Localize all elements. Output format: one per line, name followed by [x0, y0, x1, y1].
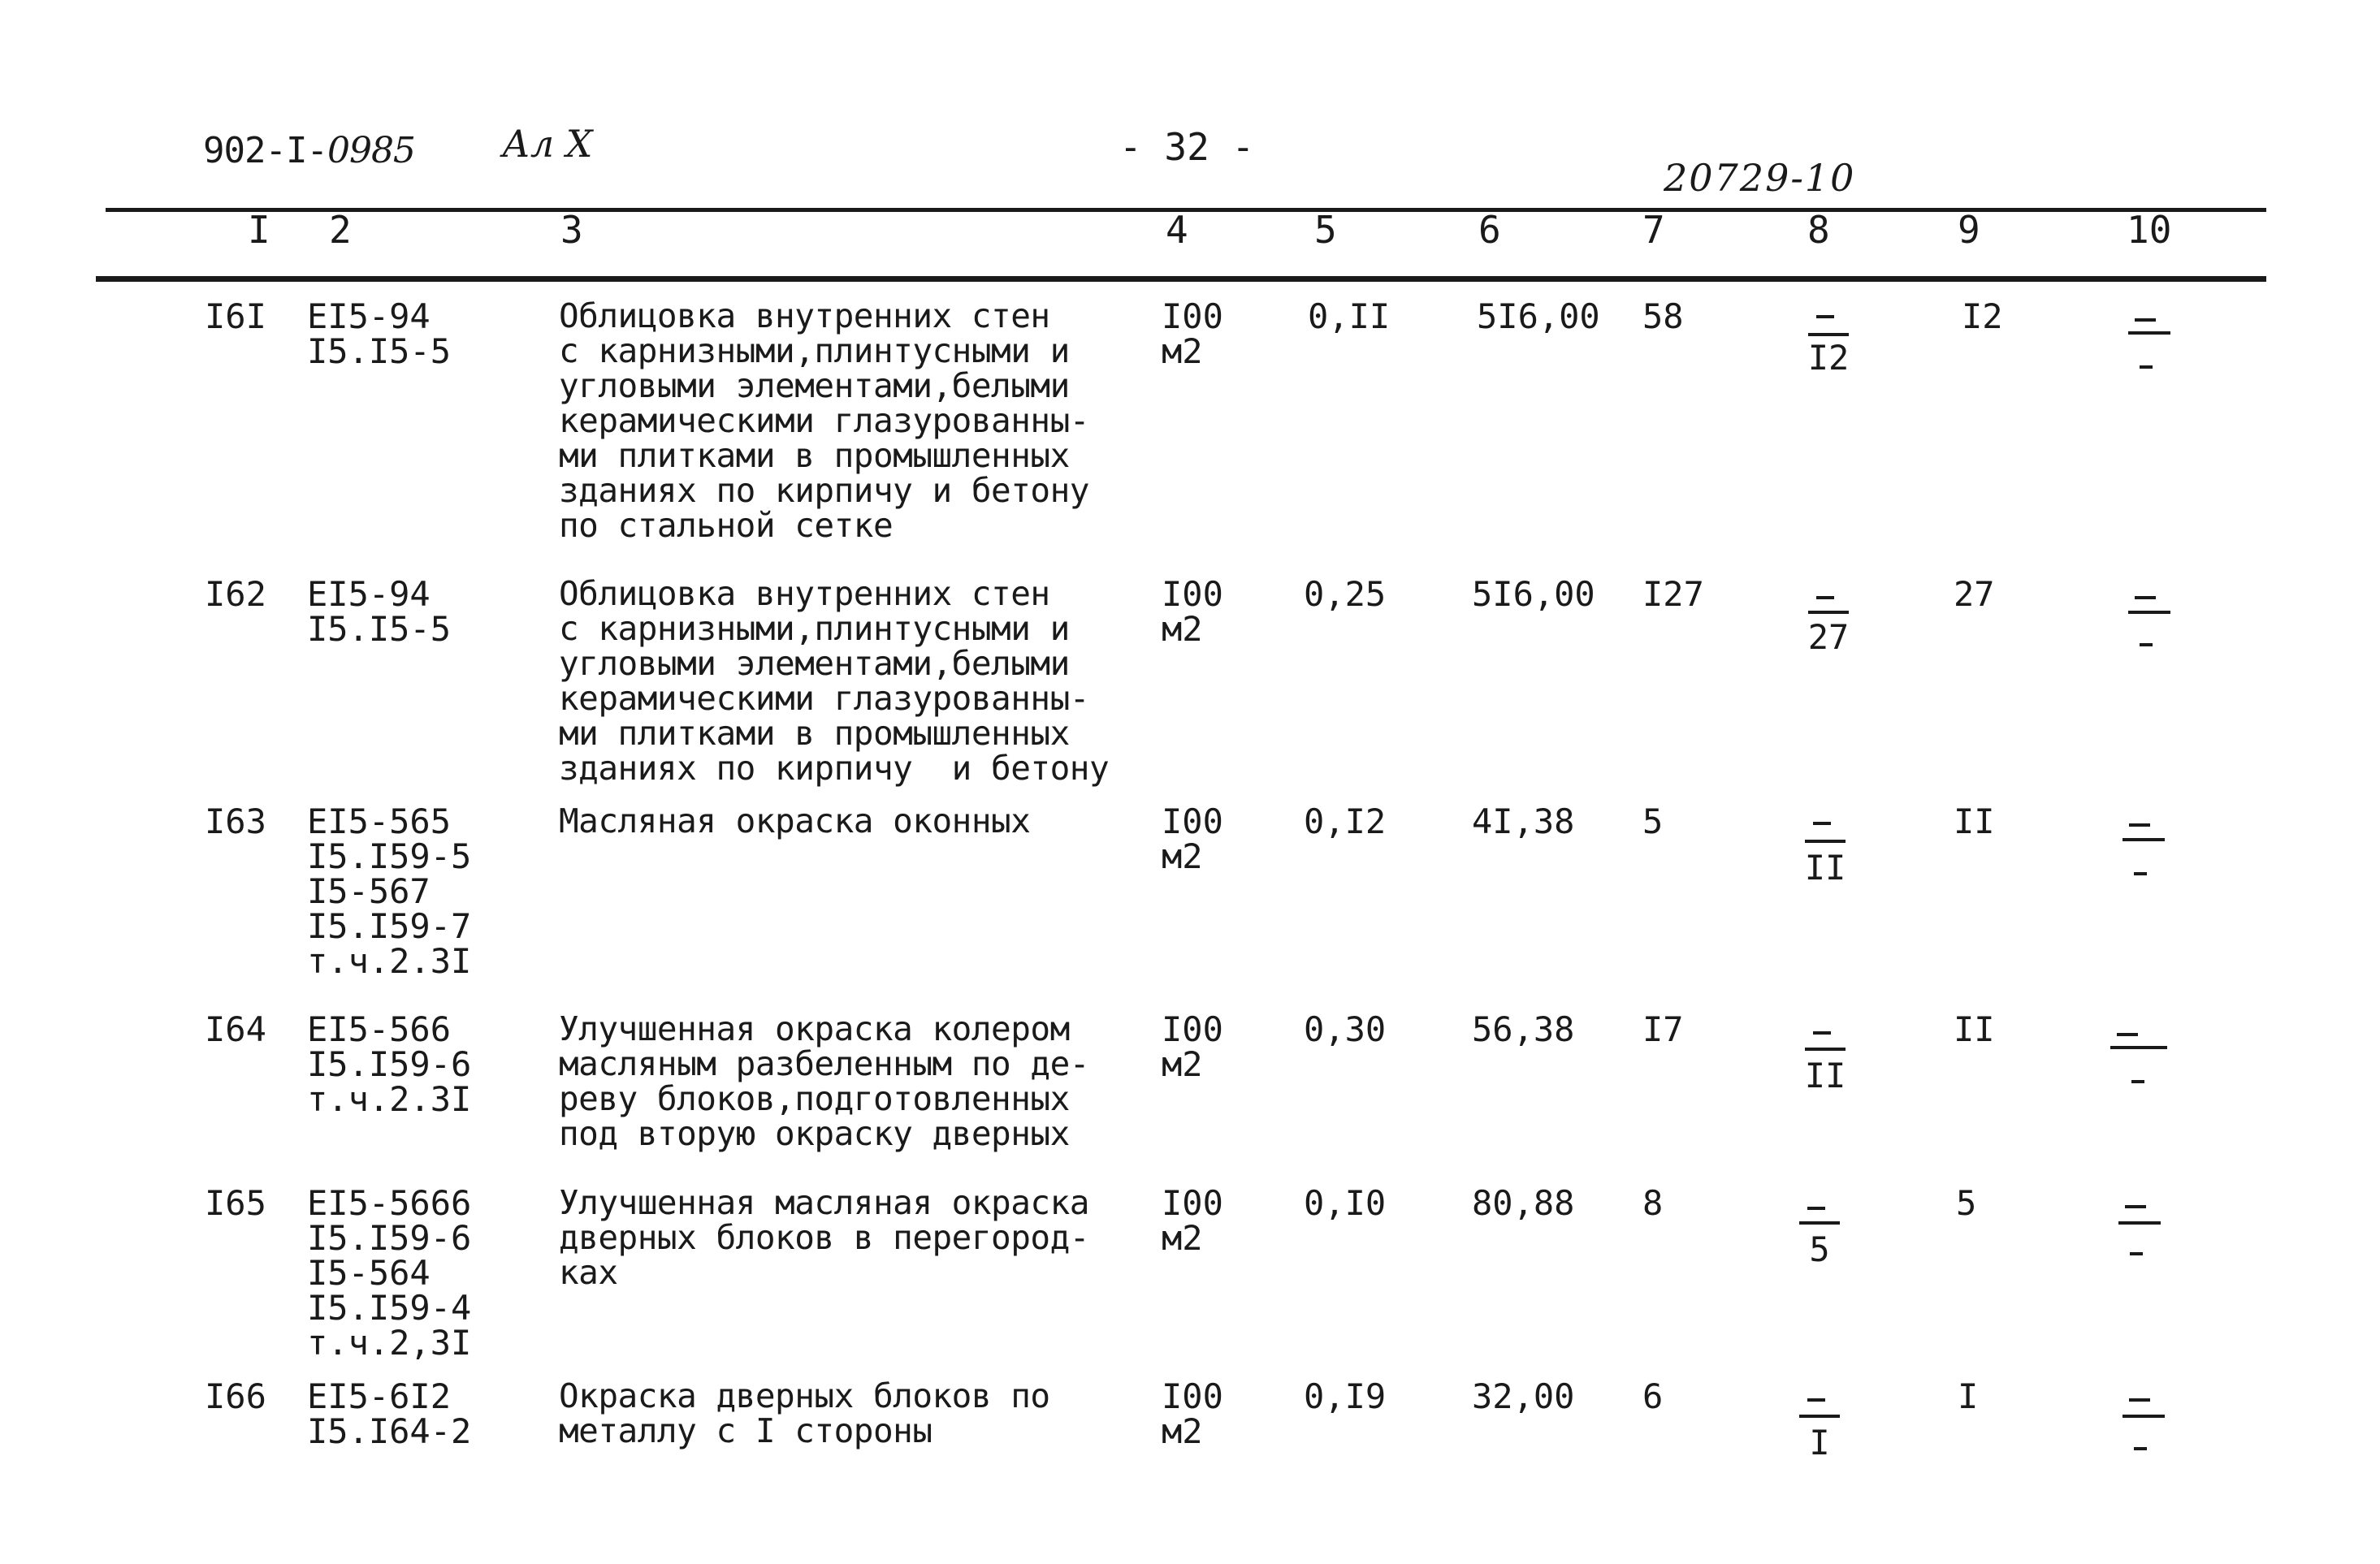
fraction-numerator-dash [2117, 1033, 2138, 1036]
row-unit: I00 м2 [1162, 1376, 1223, 1451]
row-total: 58 [1642, 296, 1684, 336]
fraction-denominator-dash [2131, 1080, 2144, 1083]
fraction-denominator-dash [2134, 1447, 2147, 1450]
row-col9: 5 [1956, 1183, 1977, 1223]
row-quantity: 0,25 [1304, 574, 1387, 614]
fraction-bar [2128, 331, 2170, 335]
row-description: Облицовка внутренних стен с карнизными,плинтусными и угловыми элементами,белыми керамическими глазурованны- ми плитками в промышленных зданиях по кирпичу и бетону [559, 574, 1110, 788]
row-unit-price: 32,00 [1472, 1376, 1575, 1416]
row-fraction-col10 [2122, 307, 2179, 388]
column-number-3: 3 [560, 208, 583, 252]
fraction-bar [2128, 611, 2170, 614]
row-fraction-col10 [2116, 812, 2173, 893]
row-number: I6I [205, 296, 266, 336]
column-number-1: I [248, 208, 270, 252]
fraction-numerator-dash [2125, 1205, 2146, 1208]
row-col9: II [1954, 1009, 1995, 1049]
row-number: I66 [205, 1376, 266, 1416]
row-unit-price: 56,38 [1472, 1009, 1575, 1049]
fraction-denominator: 27 [1807, 617, 1850, 657]
row-quantity: 0,I0 [1304, 1183, 1387, 1223]
row-codes: EI5-566 I5.I59-6 т.ч.2.3I [307, 1009, 472, 1119]
fraction-numerator-dash [2129, 823, 2150, 827]
fraction-bar [2123, 838, 2165, 841]
document-code-suffix: 0985 [327, 130, 415, 171]
row-unit-price: 4I,38 [1472, 801, 1575, 841]
document-code-prefix: 902-I- [203, 130, 327, 171]
fraction-denominator: I2 [1807, 338, 1850, 378]
row-col9: I [1958, 1376, 1979, 1416]
row-codes: EI5-94 I5.I5-5 [307, 574, 452, 649]
row-quantity: 0,30 [1304, 1009, 1387, 1049]
row-fraction-col8 [1800, 307, 1857, 388]
table-header-rule [96, 276, 2266, 282]
row-number: I65 [205, 1183, 266, 1223]
row-quantity: 0,I2 [1304, 801, 1387, 841]
row-quantity: 0,I9 [1304, 1376, 1387, 1416]
row-unit: I00 м2 [1162, 296, 1223, 371]
row-description: Облицовка внутренних стен с карнизными,плинтусными и угловыми элементами,белыми керамическими глазурованны- ми плитками в промышленных зданиях по кирпичу и бетону по стальной сетке [559, 296, 1089, 545]
row-total: 5 [1642, 801, 1664, 841]
album-mark: Ал X [502, 122, 593, 166]
row-description: Окраска дверных блоков по металлу с I стороны [559, 1376, 1050, 1450]
row-number: I63 [205, 801, 266, 841]
document-code [203, 130, 415, 171]
page-number: - 32 - [1119, 125, 1255, 169]
inventory-number: 20729-10 [1664, 156, 1856, 200]
row-unit: I00 м2 [1162, 574, 1223, 649]
column-number-5: 5 [1314, 208, 1337, 252]
row-unit-price: 5I6,00 [1472, 574, 1595, 614]
fraction-numerator-dash [1813, 822, 1831, 825]
fraction-numerator-dash [2129, 1398, 2150, 1402]
row-codes: EI5-94 I5.I5-5 [307, 296, 452, 371]
column-number-10: 10 [2127, 208, 2172, 252]
row-fraction-col8 [1791, 1387, 1848, 1468]
row-description: Улучшенная масляная окраска дверных блоков в перегород- ках [559, 1183, 1089, 1292]
fraction-numerator-dash [2135, 596, 2156, 599]
column-number-8: 8 [1807, 208, 1830, 252]
fraction-numerator-dash [2135, 318, 2156, 322]
row-total: 6 [1642, 1376, 1664, 1416]
row-fraction-col8 [1791, 1194, 1848, 1275]
fraction-denominator-dash [2130, 1252, 2143, 1255]
row-col9: II [1954, 801, 1995, 841]
row-number: I64 [205, 1009, 266, 1049]
fraction-denominator-dash [2140, 643, 2153, 646]
fraction-denominator: I [1809, 1423, 1830, 1462]
fraction-bar [2123, 1415, 2165, 1418]
row-unit-price: 80,88 [1472, 1183, 1575, 1223]
row-unit-price: 5I6,00 [1477, 296, 1600, 336]
fraction-bar [1808, 333, 1849, 336]
fraction-bar [1799, 1221, 1840, 1225]
row-col9: I2 [1962, 296, 2003, 336]
row-fraction-col10 [2116, 1387, 2173, 1468]
row-number: I62 [205, 574, 266, 614]
row-fraction-col8 [1797, 1020, 1854, 1101]
row-fraction-col10 [2104, 1020, 2161, 1101]
column-number-7: 7 [1642, 208, 1665, 252]
row-fraction-col8 [1797, 812, 1854, 893]
fraction-bar [1805, 1048, 1846, 1051]
fraction-numerator-dash [1807, 1398, 1825, 1402]
fraction-bar [2118, 1221, 2161, 1225]
fraction-denominator: II [1804, 848, 1846, 888]
fraction-denominator: 5 [1809, 1229, 1830, 1269]
row-fraction-col8 [1800, 585, 1857, 666]
fraction-bar [1799, 1415, 1840, 1418]
fraction-numerator-dash [1816, 596, 1834, 599]
row-codes: EI5-5666 I5.I59-6 I5-564 I5.I59-4 т.ч.2,3I [307, 1183, 472, 1363]
fraction-denominator-dash [2134, 872, 2147, 875]
column-number-4: 4 [1166, 208, 1188, 252]
row-col9: 27 [1954, 574, 1995, 614]
row-total: I27 [1642, 574, 1704, 614]
row-description: Масляная окраска оконных [559, 801, 1031, 840]
row-unit: I00 м2 [1162, 1009, 1223, 1084]
row-unit: I00 м2 [1162, 1183, 1223, 1258]
row-unit: I00 м2 [1162, 801, 1223, 876]
row-codes: EI5-565 I5.I59-5 I5-567 I5.I59-7 т.ч.2.3I [307, 801, 472, 981]
fraction-denominator: II [1804, 1056, 1846, 1095]
column-number-9: 9 [1958, 208, 1980, 252]
column-number-2: 2 [329, 208, 352, 252]
fraction-bar [1808, 611, 1849, 614]
row-quantity: 0,II [1308, 296, 1391, 336]
fraction-bar [2110, 1046, 2167, 1049]
row-codes: EI5-6I2 I5.I64-2 [307, 1376, 472, 1451]
fraction-numerator-dash [1816, 315, 1834, 318]
column-number-6: 6 [1478, 208, 1501, 252]
row-fraction-col10 [2122, 585, 2179, 666]
fraction-denominator-dash [2140, 365, 2153, 369]
row-fraction-col10 [2112, 1194, 2169, 1275]
row-total: 8 [1642, 1183, 1664, 1223]
row-description: Улучшенная окраска колером масляным разбеленным по де- реву блоков,подготовленных под вторую окраску дверных [559, 1009, 1089, 1153]
fraction-numerator-dash [1807, 1207, 1825, 1210]
fraction-bar [1805, 840, 1846, 843]
row-total: I7 [1642, 1009, 1684, 1049]
fraction-numerator-dash [1813, 1031, 1831, 1035]
